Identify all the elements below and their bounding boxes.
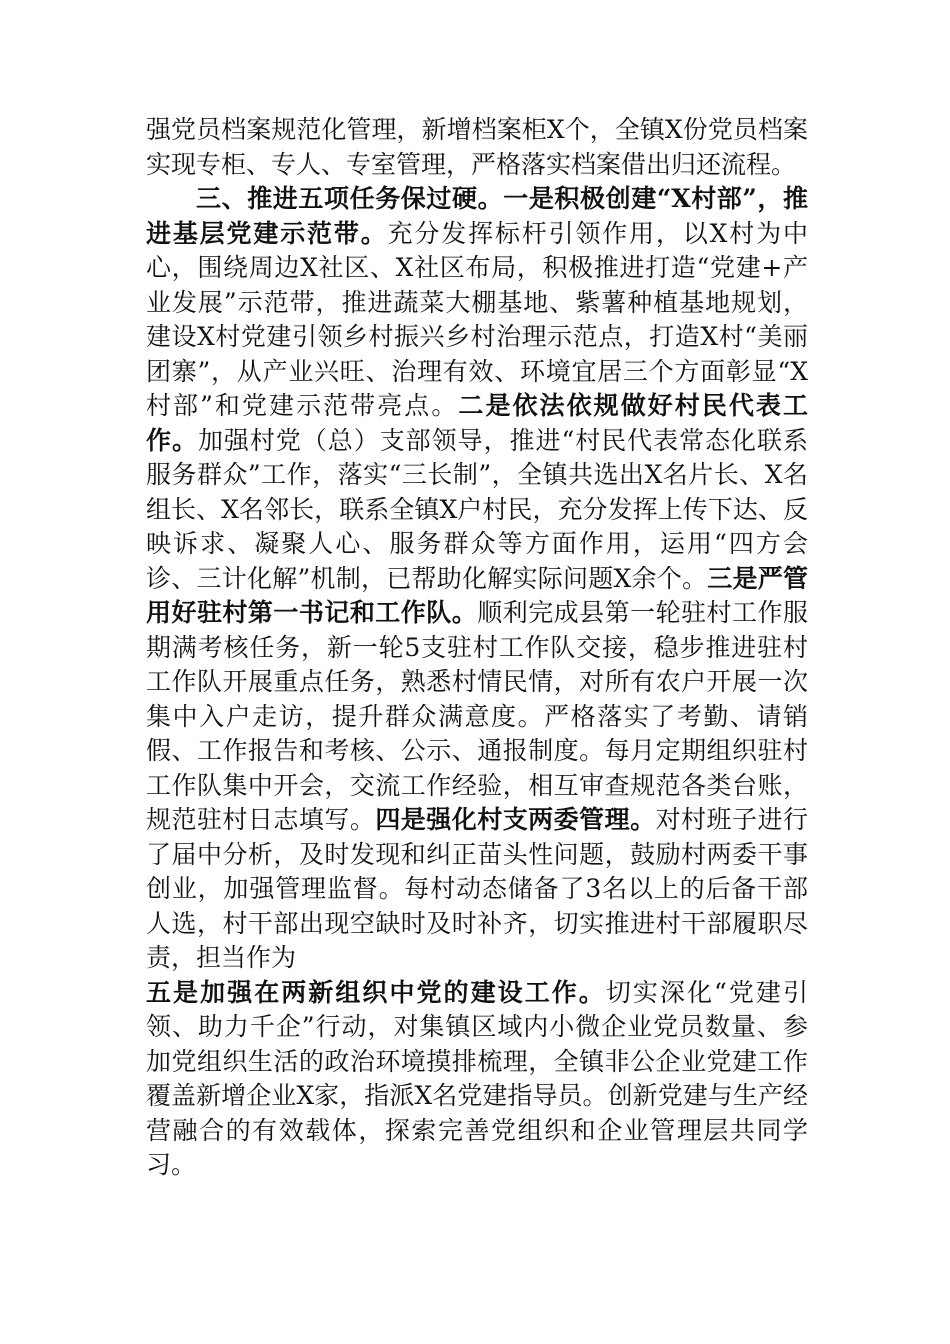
paragraph-text: 加强村党（总）支部领导，推进“村民代表常态化联系服务群众”工作，落实“三长制”，全镇共选出X名片长、X名组长、X名邻长，联系全镇X户村民，充分发挥上传下达、反映诉求、凝聚人心、服务群众等方面作用，运用“四方会诊、三计化解”机制，已帮助化解实际问题X余个。 bbox=[146, 425, 808, 593]
paragraph-text: 强党员档案规范化管理，新增档案柜X个，全镇X份党员档案实现专柜、专人、专室管理，严格落实档案借出归还流程。 bbox=[146, 115, 808, 179]
section-heading-five-tasks: 三、推进五项任务保过硬。一是积极创建“X村部”，推进基层党建示范带。 bbox=[146, 184, 808, 248]
paragraph-five-tasks bbox=[146, 182, 808, 1183]
task-heading-village-committees: 四是强化村支两委管理。 bbox=[375, 805, 656, 834]
paragraph-text: 切实深化“党建引领、助力千企”行动，对集镇区域内小微企业党员数量、参加党组织生活的政治环境摸排梳理，全镇非公企业党建工作覆盖新增企业X家，指派X名党建指导员。创新党建与生产经营融合的有效载体，探索完善党组织和企业管理层共同学习。 bbox=[146, 977, 808, 1179]
task-heading-village-representatives: 二是依法依规做好村民代表工作。 bbox=[146, 391, 808, 455]
paragraph-text: 对村班子进行了届中分析，及时发现和纠正苗头性问题，鼓励村两委干事创业，加强管理监督。每村动态储备了3名以上的后备干部人选，村干部出现空缺时及时补齐，切实推进村干部履职尽责，担当作为 bbox=[146, 805, 808, 972]
paragraph-archive-management bbox=[146, 113, 808, 182]
task-heading-first-secretary: 三是严管用好驻村第一书记和工作队。 bbox=[146, 563, 808, 627]
document-body bbox=[146, 113, 808, 1183]
paragraph-text: 充分发挥标杆引领作用，以X村为中心，围绕周边X社区、X社区布局，积极推进打造“党建+产业发展”示范带，推进蔬菜大棚基地、紫薯种植基地规划，建设X村党建引领乡村振兴乡村治理示范点，打造X村“美丽团寨”，从产业兴旺、治理有效、环境宜居三个方面彰显“X村部”和党建示范带亮点。 bbox=[146, 218, 808, 420]
task-heading-two-new-organizations: 五是加强在两新组织中党的建设工作。 bbox=[146, 977, 606, 1007]
paragraph-text: 顺利完成县第一轮驻村工作服期满考核任务，新一轮5支驻村工作队交接，稳步推进驻村工作队开展重点任务，熟悉村情民情，对所有农户开展一次集中入户走访，提升群众满意度。严格落实了考勤、请销假、工作报告和考核、公示、通报制度。每月定期组织驻村工作队集中开会，交流工作经验，相互审查规范各类台账，规范驻村日志填写。 bbox=[146, 598, 808, 834]
